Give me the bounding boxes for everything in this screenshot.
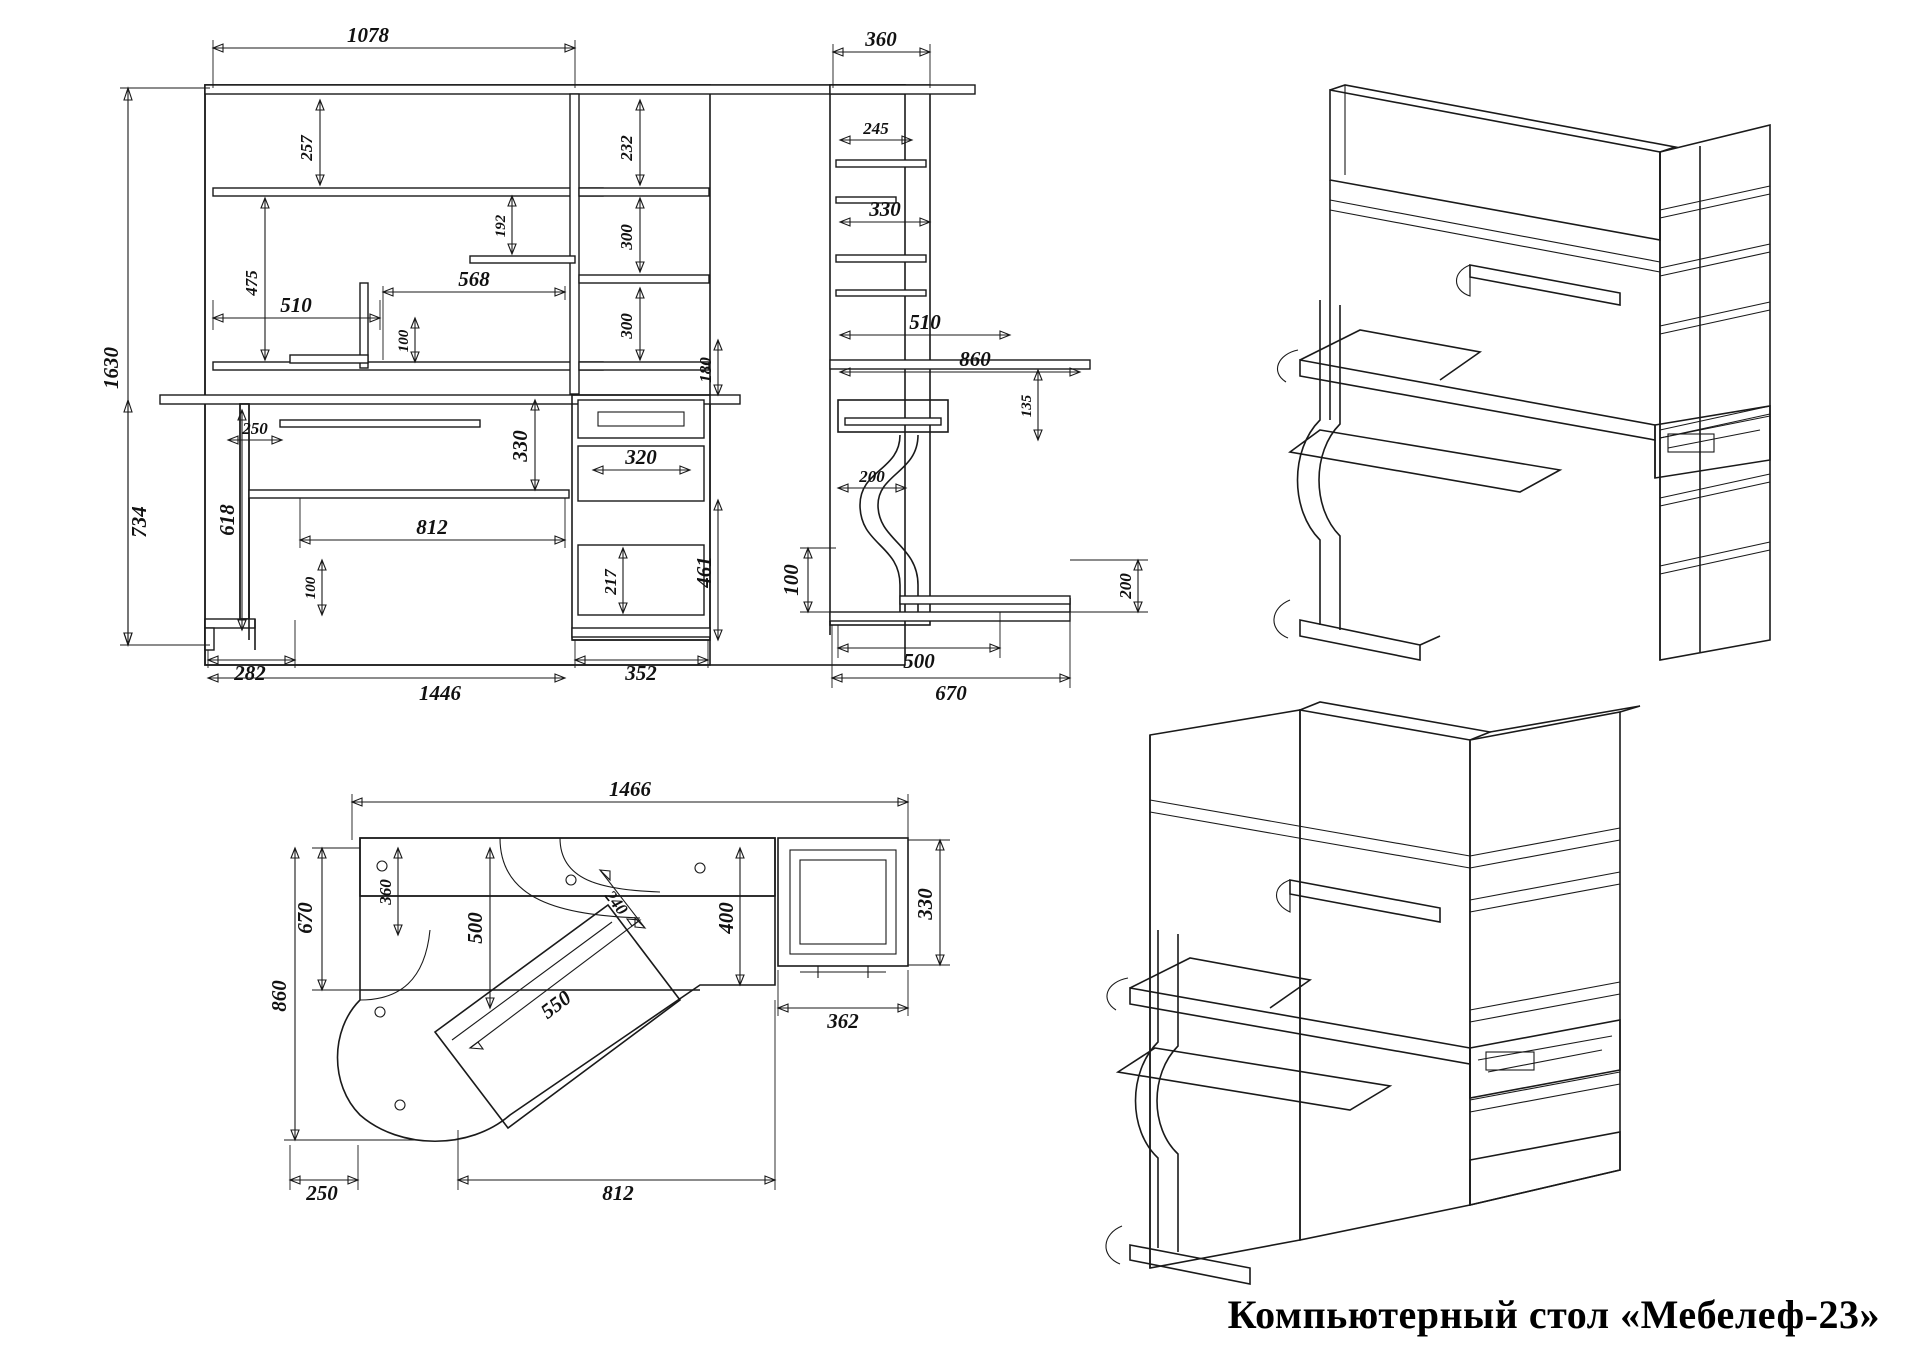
svg-text:734: 734 [127,506,151,538]
svg-text:100: 100 [779,564,803,596]
svg-text:360: 360 [376,879,395,905]
svg-text:250: 250 [306,1181,338,1205]
svg-text:461: 461 [692,556,716,588]
svg-text:860: 860 [959,347,991,371]
svg-text:618: 618 [215,504,239,536]
svg-text:240: 240 [600,886,632,919]
svg-text:670: 670 [293,902,317,934]
svg-text:500: 500 [903,649,935,673]
svg-text:192: 192 [493,214,509,238]
svg-text:330: 330 [869,197,901,221]
svg-text:200: 200 [859,467,885,486]
svg-text:217: 217 [601,569,620,595]
svg-text:1466: 1466 [609,777,651,801]
svg-text:180: 180 [696,357,715,383]
svg-text:300: 300 [617,224,636,250]
svg-text:330: 330 [913,888,937,920]
svg-text:352: 352 [625,661,657,685]
svg-text:135: 135 [1019,394,1035,418]
svg-text:860: 860 [267,980,291,1012]
svg-text:1446: 1446 [419,681,461,705]
svg-text:1078: 1078 [347,23,389,47]
svg-text:300: 300 [617,313,636,339]
svg-text:1630: 1630 [99,347,123,389]
svg-text:475: 475 [242,270,261,296]
svg-text:500: 500 [463,912,487,944]
svg-text:232: 232 [617,135,636,161]
svg-text:400: 400 [714,902,738,934]
svg-text:250: 250 [242,419,268,438]
front-view [99,23,905,705]
svg-text:245: 245 [863,119,889,138]
svg-text:330: 330 [508,430,532,462]
svg-text:510: 510 [909,310,941,334]
svg-text:510: 510 [280,293,312,317]
svg-text:282: 282 [234,661,266,685]
svg-text:812: 812 [602,1181,634,1205]
svg-text:320: 320 [625,445,657,469]
side-view [779,27,1148,705]
svg-text:360: 360 [865,27,897,51]
iso-view-bottom [1106,702,1640,1284]
drawing-title: Компьютерный стол «Мебелеф-23» [1227,1292,1880,1337]
svg-text:200: 200 [1116,573,1135,599]
top-view [267,777,950,1205]
svg-text:550: 550 [535,985,576,1024]
svg-text:568: 568 [458,267,490,291]
svg-text:257: 257 [297,135,316,161]
svg-text:362: 362 [827,1009,859,1033]
iso-view-top [1274,85,1770,660]
svg-text:670: 670 [935,681,967,705]
svg-text:812: 812 [416,515,448,539]
svg-text:100: 100 [396,329,412,353]
svg-text:100: 100 [303,576,319,600]
